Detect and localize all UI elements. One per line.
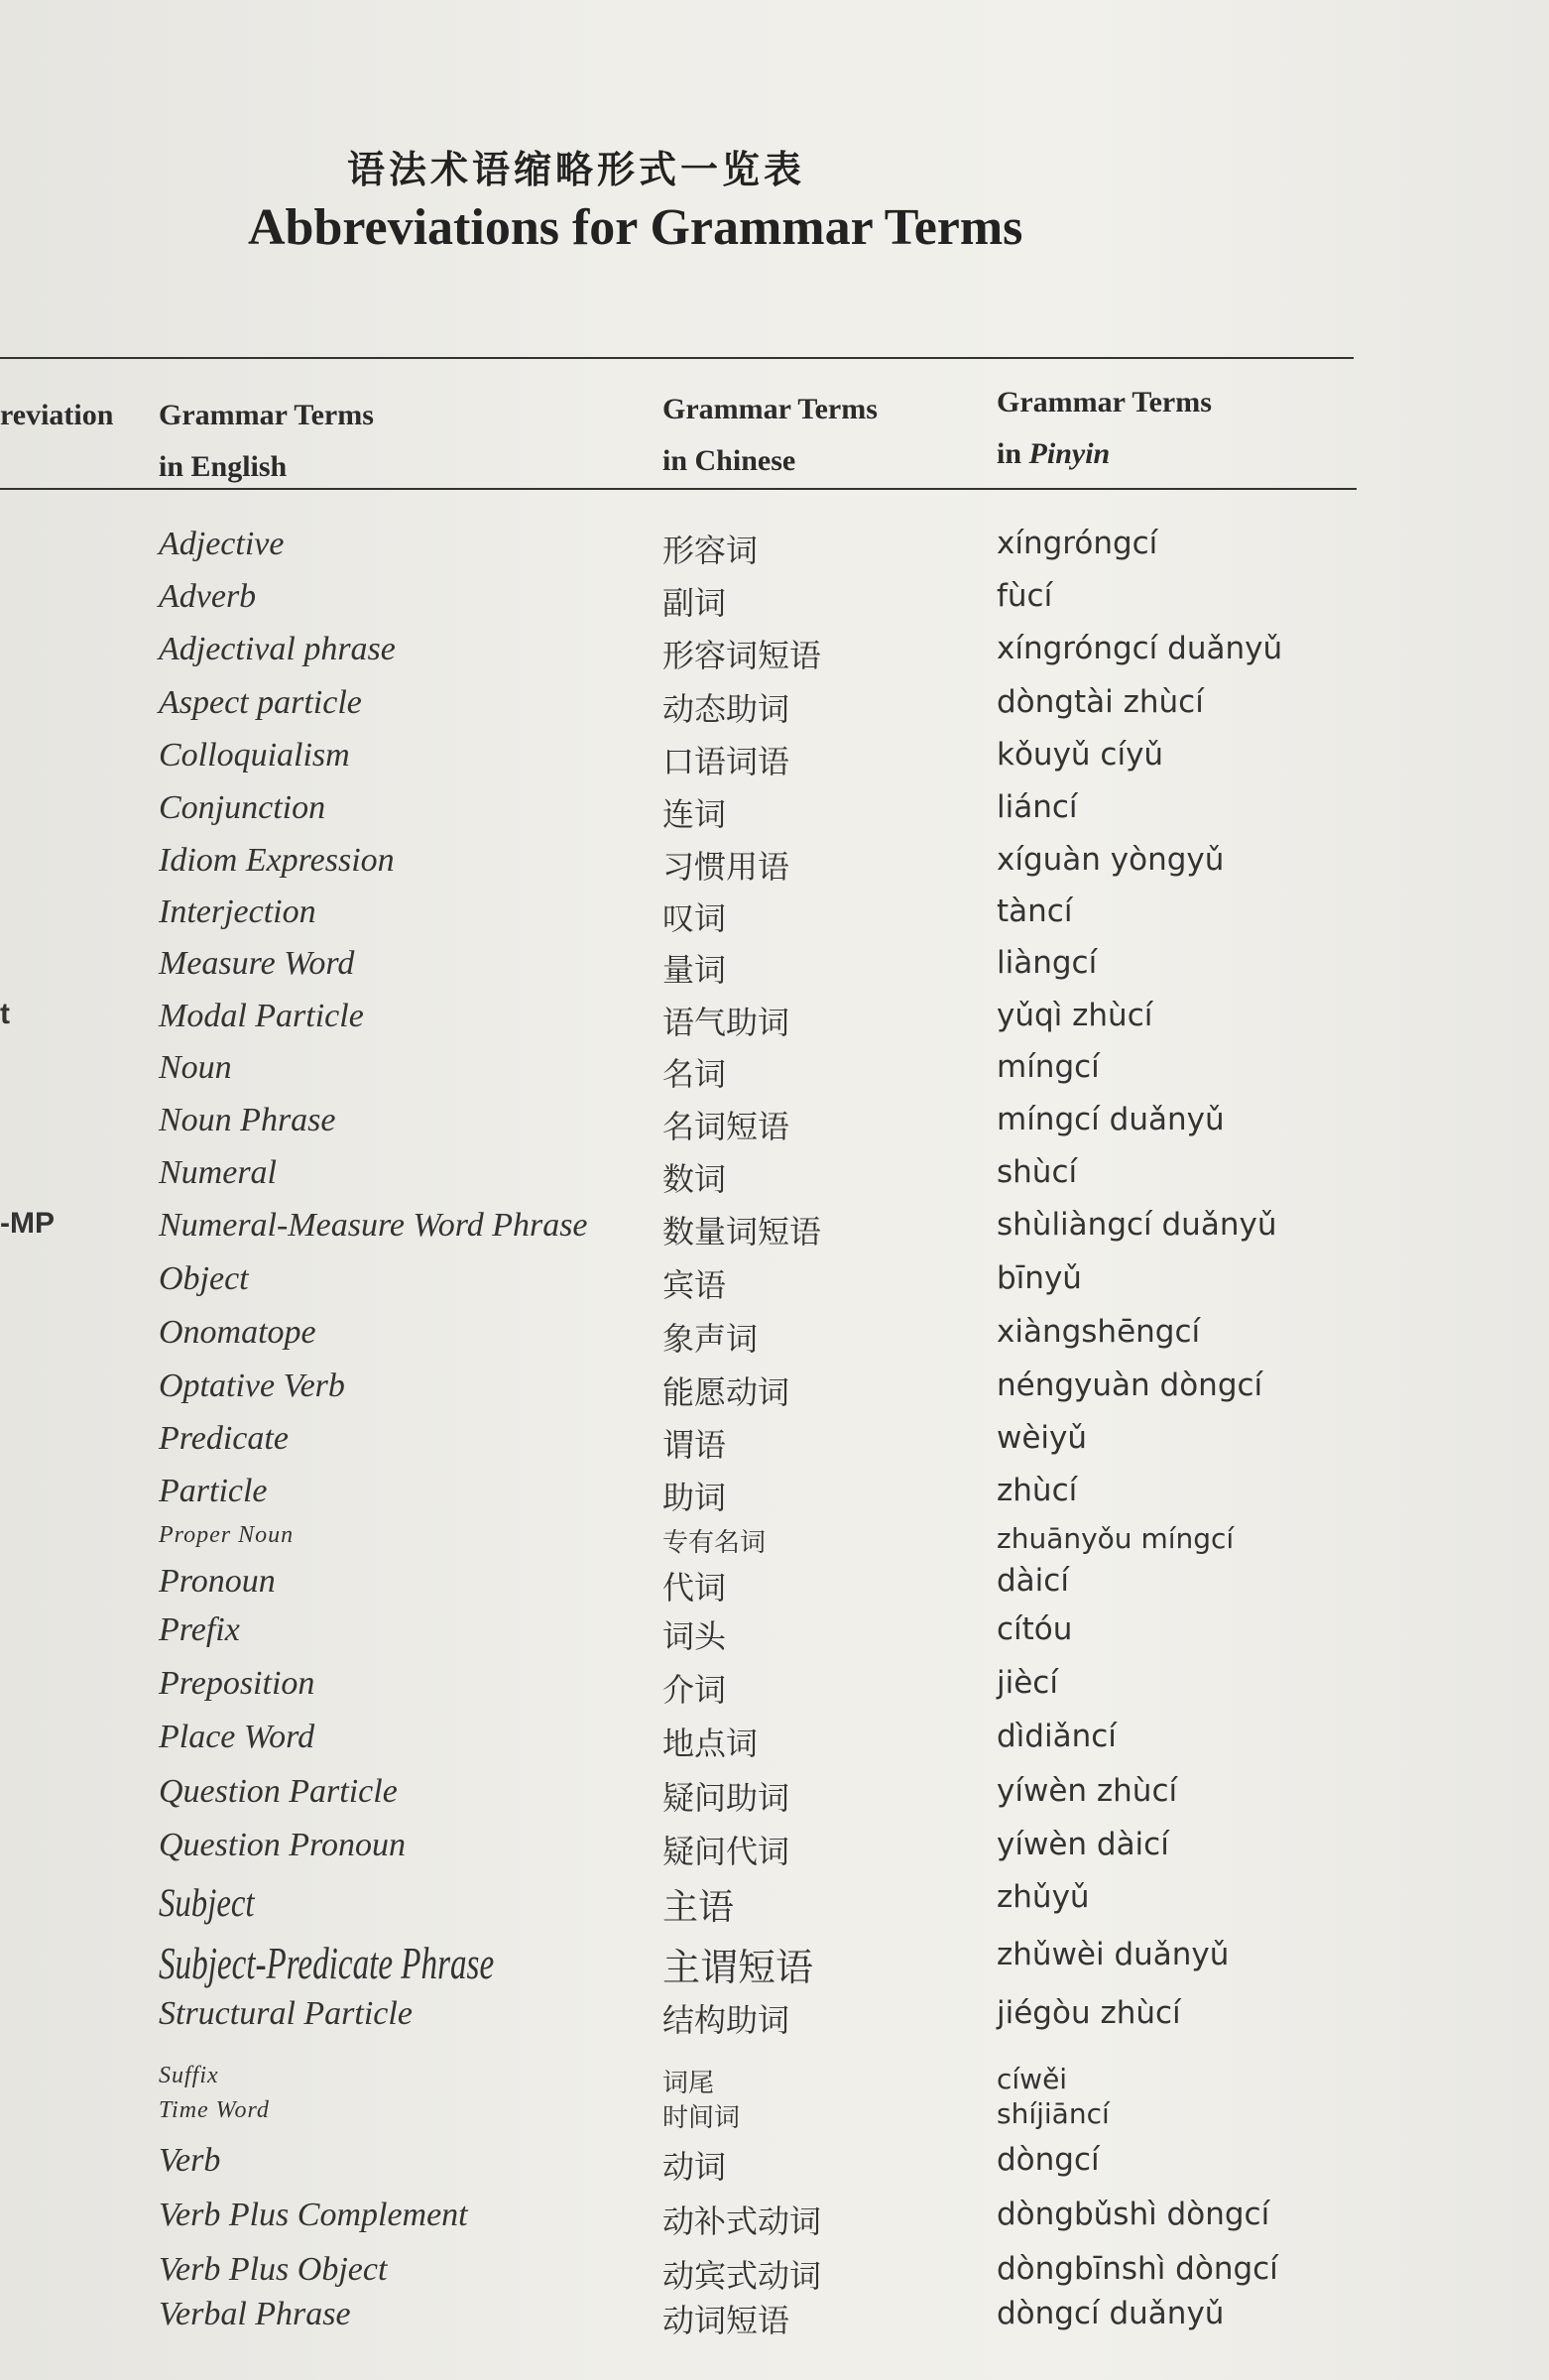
table-row: [0, 737, 1388, 786]
term-pinyin: shùliàngcí duǎnyǔ: [997, 1207, 1277, 1243]
table-row: [0, 1207, 1388, 1256]
table-row: [0, 842, 1388, 892]
term-english: Optative Verb: [159, 1368, 345, 1404]
header-pinyin-prefix: in: [997, 437, 1022, 470]
term-pinyin: dòngcí: [997, 2142, 1100, 2178]
term-english: Subject: [159, 1880, 255, 1925]
term-english: Modal Particle: [159, 998, 364, 1034]
term-pinyin: xíguàn yòngyǔ: [997, 842, 1225, 878]
page-title-chinese: 语法术语缩略形式一览表: [347, 148, 806, 191]
term-pinyin: liáncí: [997, 789, 1078, 825]
table-row: [0, 945, 1388, 995]
table-row: [0, 1719, 1388, 1768]
term-chinese: 连词: [662, 795, 727, 833]
term-english: Adjectival phrase: [159, 631, 396, 667]
term-chinese: 形容词: [662, 532, 759, 569]
table-row: [0, 2251, 1388, 2301]
term-pinyin: bīnyǔ: [997, 1260, 1082, 1296]
term-pinyin: dòngbǔshì dòngcí: [997, 2197, 1270, 2232]
term-chinese: 数词: [662, 1160, 727, 1198]
header-pinyin: [997, 377, 1212, 480]
term-english: Preposition: [159, 1665, 315, 1702]
table-row: [0, 789, 1388, 839]
term-chinese: 结构助词: [662, 2001, 790, 2039]
term-pinyin: yǔqì zhùcí: [997, 998, 1153, 1033]
term-english: Predicate: [159, 1420, 289, 1457]
term-english: Verbal Phrase: [159, 2296, 351, 2332]
term-english: Particle: [159, 1473, 268, 1509]
term-chinese: 口语词语: [662, 743, 790, 780]
term-pinyin: zhǔwèi duǎnyǔ: [997, 1937, 1230, 1972]
term-abbreviation: -MP: [0, 1207, 55, 1240]
table-row: [0, 998, 1388, 1047]
term-pinyin: shíjiāncí: [997, 2097, 1110, 2130]
term-pinyin: míngcí duǎnyǔ: [997, 1102, 1225, 1137]
header-pinyin-line1: Grammar Terms: [997, 386, 1212, 418]
term-english: Adjective: [159, 526, 285, 562]
term-chinese: 介词: [662, 1671, 727, 1709]
term-chinese: 动态助词: [662, 690, 790, 728]
table-row: [0, 1154, 1388, 1204]
term-chinese: 谓语: [662, 1426, 727, 1464]
term-chinese: 主谓短语: [662, 1946, 814, 1989]
term-chinese: 专有名词: [662, 1528, 767, 1558]
term-english: Pronoun: [159, 1563, 276, 1600]
term-pinyin: míngcí: [997, 1049, 1100, 1085]
term-pinyin: kǒuyǔ cíyǔ: [997, 737, 1164, 773]
term-chinese: 数量词短语: [662, 1213, 822, 1250]
term-english: Time Word: [159, 2097, 270, 2123]
term-chinese: 疑问助词: [662, 1779, 790, 1817]
term-english: Interjection: [159, 893, 316, 930]
header-abbreviation-label: reviation: [0, 399, 114, 431]
term-english: Object: [159, 1260, 249, 1297]
term-pinyin: cítóu: [997, 1611, 1073, 1647]
table-row: [0, 526, 1388, 575]
term-pinyin: dìdiǎncí: [997, 1719, 1117, 1754]
term-pinyin: shùcí: [997, 1154, 1078, 1190]
term-chinese: 动宾式动词: [662, 2257, 822, 2295]
term-english: Idiom Expression: [159, 842, 395, 879]
table-row: [0, 1314, 1388, 1364]
table-row: [0, 2197, 1388, 2246]
table-row: [0, 1773, 1388, 1823]
term-pinyin: dòngbīnshì dòngcí: [997, 2251, 1278, 2287]
term-english: Verb Plus Object: [159, 2251, 388, 2288]
term-english: Prefix: [159, 1611, 240, 1648]
term-english: Question Pronoun: [159, 1827, 407, 1863]
term-pinyin: zhuānyǒu míngcí: [997, 1522, 1235, 1555]
table-top-rule: [0, 357, 1354, 359]
table-row: [0, 1879, 1388, 1929]
table-header-rule: [0, 488, 1357, 490]
term-english: Subject-Predicate Phrase: [159, 1938, 495, 1988]
table-row: [0, 1049, 1388, 1099]
table-row: [0, 1995, 1388, 2045]
header-english-line2: in English: [159, 450, 288, 483]
table-row: [0, 1665, 1388, 1715]
term-chinese: 名词: [662, 1055, 727, 1093]
header-pinyin-italic: Pinyin: [1028, 437, 1111, 470]
term-chinese: 时间词: [662, 2103, 741, 2133]
term-english: Onomatope: [159, 1314, 316, 1351]
term-english: Aspect particle: [159, 684, 362, 721]
term-english: Verb: [159, 2142, 221, 2179]
term-chinese: 形容词短语: [662, 637, 822, 674]
table-row: [0, 893, 1388, 943]
header-chinese-line2: in Chinese: [662, 444, 796, 477]
term-pinyin: xiàngshēngcí: [997, 1314, 1201, 1350]
term-english: Place Word: [159, 1719, 315, 1755]
term-chinese: 地点词: [662, 1725, 759, 1762]
table-row: [0, 2296, 1388, 2345]
term-english: Colloquialism: [159, 737, 350, 774]
term-english: Measure Word: [159, 945, 355, 982]
term-chinese: 象声词: [662, 1320, 759, 1358]
table-row: [0, 1611, 1388, 1661]
header-chinese: [662, 384, 878, 487]
term-english: Numeral: [159, 1154, 277, 1191]
term-english: Verb Plus Complement: [159, 2197, 468, 2233]
term-pinyin: zhǔyǔ: [997, 1879, 1090, 1915]
term-pinyin: yíwèn zhùcí: [997, 1773, 1178, 1809]
term-chinese: 词头: [662, 1617, 727, 1655]
table-row: [0, 2142, 1388, 2192]
table-row: [0, 1102, 1388, 1151]
term-chinese: 名词短语: [662, 1108, 790, 1145]
term-english: Question Particle: [159, 1773, 398, 1810]
table-row: [0, 1368, 1388, 1417]
table-row: [0, 1563, 1388, 1612]
table-row: [0, 684, 1388, 734]
header-pinyin-line2: [997, 428, 1212, 480]
term-chinese: 助词: [662, 1479, 727, 1516]
header-english: [159, 390, 374, 493]
term-abbreviation: t: [0, 998, 10, 1030]
term-pinyin: néngyuàn dòngcí: [997, 1368, 1263, 1403]
term-chinese: 宾语: [662, 1266, 727, 1304]
term-pinyin: fùcí: [997, 578, 1053, 614]
term-english: Numeral-Measure Word Phrase: [159, 1207, 588, 1244]
table-row: [0, 578, 1388, 628]
term-chinese: 习惯用语: [662, 848, 790, 886]
term-english: Noun: [159, 1049, 232, 1086]
term-chinese: 语气助词: [662, 1004, 790, 1041]
term-english: Conjunction: [159, 789, 326, 826]
table-row: [0, 1827, 1388, 1876]
table-row: [0, 1473, 1388, 1522]
page-title-english: Abbreviations for Grammar Terms: [248, 199, 1023, 256]
term-pinyin: cíwěi: [997, 2063, 1068, 2095]
term-pinyin: zhùcí: [997, 1473, 1078, 1508]
term-chinese: 能愿动词: [662, 1373, 790, 1411]
term-pinyin: jiégòu zhùcí: [997, 1995, 1181, 2031]
term-chinese: 代词: [662, 1569, 727, 1606]
term-chinese: 动词: [662, 2148, 727, 2186]
term-chinese: 动词短语: [662, 2302, 790, 2339]
term-chinese: 量词: [662, 951, 727, 989]
table-row: [0, 1937, 1388, 1989]
term-chinese: 词尾: [662, 2069, 715, 2098]
term-chinese: 叹词: [662, 899, 727, 937]
header-abbreviation: [0, 390, 113, 441]
term-chinese: 动补式动词: [662, 2202, 822, 2240]
table-row: [0, 1260, 1388, 1310]
term-pinyin: xíngróngcí: [997, 526, 1158, 561]
term-english: Noun Phrase: [159, 1102, 336, 1138]
term-pinyin: dòngtài zhùcí: [997, 684, 1204, 720]
table-row: [0, 1420, 1388, 1470]
term-pinyin: tàncí: [997, 893, 1073, 929]
term-pinyin: dàicí: [997, 1563, 1069, 1599]
header-chinese-line1: Grammar Terms: [662, 393, 878, 425]
term-pinyin: dòngcí duǎnyǔ: [997, 2296, 1225, 2331]
term-english: Suffix: [159, 2063, 219, 2088]
term-english: Adverb: [159, 578, 257, 615]
term-chinese: 副词: [662, 584, 727, 622]
term-pinyin: yíwèn dàicí: [997, 1827, 1169, 1862]
term-pinyin: xíngróngcí duǎnyǔ: [997, 631, 1283, 666]
table-row: [0, 2097, 1388, 2147]
term-pinyin: jiècí: [997, 1665, 1058, 1701]
header-english-line1: Grammar Terms: [159, 399, 374, 431]
table-row: [0, 631, 1388, 680]
term-chinese: 主语: [662, 1887, 735, 1928]
term-pinyin: liàngcí: [997, 945, 1098, 981]
term-pinyin: wèiyǔ: [997, 1420, 1088, 1456]
term-chinese: 疑问代词: [662, 1833, 790, 1870]
term-english: Structural Particle: [159, 1995, 413, 2032]
term-english: Proper Noun: [159, 1522, 295, 1548]
